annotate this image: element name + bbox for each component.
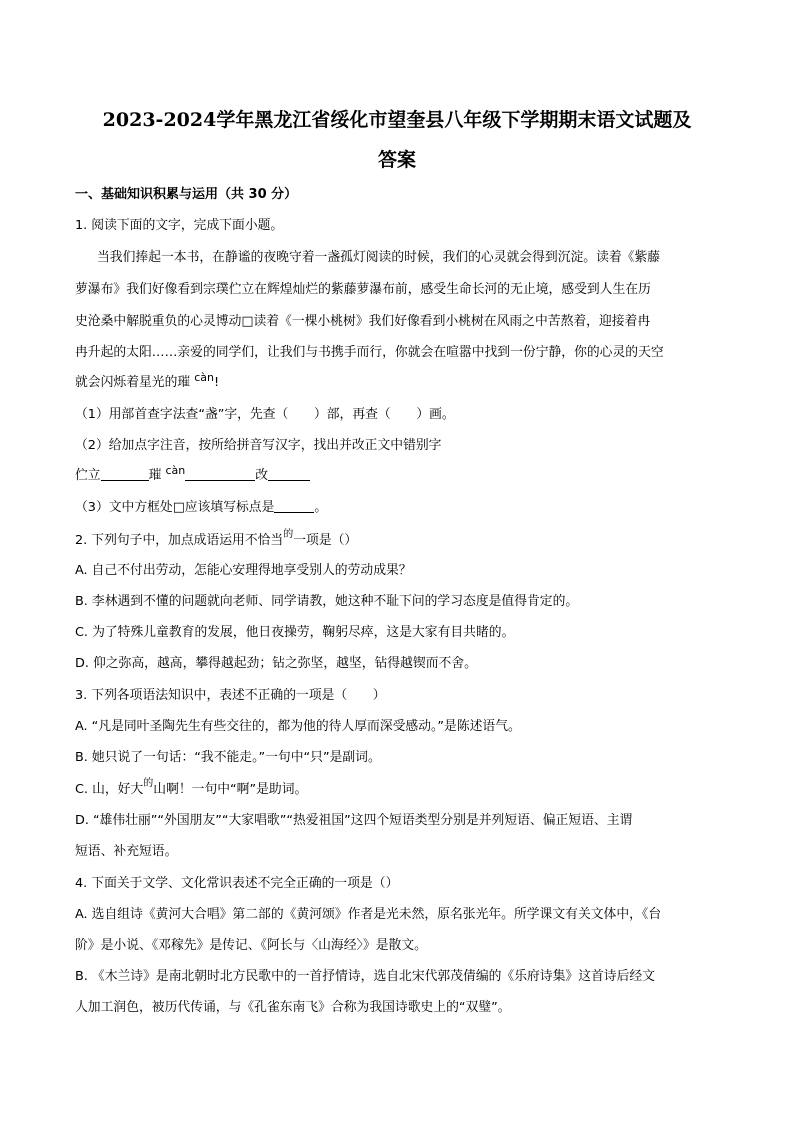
answer-blank-3[interactable]: [268, 466, 310, 481]
q3-option-c-text: C. 山，好大: [75, 782, 144, 797]
answer-blank-1[interactable]: [101, 466, 149, 481]
q1-passage-line-1: 当我们捧起一本书，在静谧的夜晚守着一盏孤灯阅读的时候，我们的心灵就会得到沉淀。读着《紫藤: [97, 250, 661, 265]
title-line-1: 2023-2024学年黑龙江省绥化市望奎县八年级下学期期末语文试题及: [102, 109, 692, 131]
q1-sub3-end: 。: [314, 500, 328, 515]
q1-passage-line-4: 冉升起的太阳……亲爱的同学们，让我们与书携手而行，你就会在喧嚣中找到一份宁静，你的心灵的天空: [75, 345, 664, 360]
q1-sub2: （2）给加点字注音，按所给拼音写汉字，找出并改正文中错别字: [75, 438, 442, 453]
q3-option-d-line-1: D. “雄伟壮丽”“外国朋友”“大家唱歌”“热爱祖国”这四个短语类型分别是并列短语、偏正短语、主谓: [75, 813, 633, 828]
q2-stem: [75, 531, 357, 552]
q4-option-b-line-1: B. 《木兰诗》是南北朝时北方民歌中的一首抒情诗，选自北宋代郭茂倩编的《乐府诗集》这首诗后经文: [75, 969, 655, 984]
title-line-2: 答案: [377, 149, 416, 171]
q2-option-d: D. 仰之弥高，越高，攀得越起劲；钻之弥坚，越坚，钻得越锲而不舍。: [75, 656, 477, 671]
q1-sub3-text: （3）文中方框处□应该填写标点是: [75, 500, 275, 515]
section-heading: 一、基础知识积累与运用（共 30 分）: [75, 187, 298, 202]
answer-blank-4[interactable]: [274, 498, 314, 513]
document-title: [70, 100, 724, 180]
answer-blank-2[interactable]: [185, 466, 255, 481]
q1-stem: 1. 阅读下面的文字，完成下面小题。: [75, 218, 284, 233]
q1-sub3: [75, 498, 327, 518]
q3-option-d-line-2: 短语、补充短语。: [75, 844, 178, 859]
q1-passage-line-5-end: !: [214, 375, 220, 390]
q1-sub2-pinyin: càn: [165, 464, 186, 477]
q1-passage-line-5-text: 就会闪烁着星光的璀: [75, 375, 195, 390]
q2-stem-end: 一项是（）: [293, 533, 358, 548]
q3-option-c-end: 山啊！一句中“啊”是助词。: [153, 782, 308, 797]
q4-option-a-line-1: A. 选自组诗《黄河大合唱》第二部的《黄河颂》作者是光未然，原名张光年。所学课文有关文体中，《台: [75, 907, 662, 922]
q2-option-c: C. 为了特殊儿童教育的发展，他日夜操劳，鞠躬尽瘁，这是大家有目共睹的。: [75, 625, 515, 640]
q3-option-c-de: 的: [143, 778, 154, 789]
q1-passage-pinyin: càn: [194, 371, 215, 384]
q1-passage-line-5: [75, 373, 219, 393]
q1-passage-line-2: 萝瀑布》我们好像看到宗璞伫立在辉煌灿烂的紫藤萝瀑布前，感受生命长河的无止境，感受到人生在历: [75, 282, 651, 297]
q1-sub2-item-2: 璀: [148, 468, 166, 483]
q3-option-a: A. “凡是同叶圣陶先生有些交往的，都为他的待人厚而深受感动。”是陈述语气。: [75, 719, 521, 734]
q2-stem-de: 的: [283, 529, 294, 540]
q1-passage-line-3: 史沧桑中解脱重负的心灵博动□读着《一棵小桃树》我们好像看到小桃树在风雨之中苦熬着，迎接着冉: [75, 314, 651, 329]
q4-option-b-line-2: 人加工润色，被历代传诵，与《孔雀东南飞》合称为我国诗歌史上的“双璧”。: [75, 1000, 511, 1015]
q1-sub2-item-1: 伫立: [75, 468, 101, 483]
q3-stem: 3. 下列各项语法知识中，表述不正确的一项是（ ）: [75, 688, 386, 703]
q3-option-c: [75, 780, 307, 801]
q1-sub2-answers: [75, 466, 310, 486]
q4-option-a-line-2: 阶》是小说、《邓稼先》是传记、《阿长与〈山海经〉》是散文。: [75, 938, 427, 953]
q2-option-b: B. 李林遇到不懂的问题就向老师、同学请教，她这种不耻下问的学习态度是值得肯定的。: [75, 594, 579, 609]
q1-sub1: （1）用部首查字法查“盏”字，先查（ ）部，再查（ ）画。: [75, 407, 455, 422]
q2-option-a: A. 自己不付出劳动，怎能心安理得地享受别人的劳动成果？: [75, 563, 412, 578]
q3-option-b: B. 她只说了一句话：“我不能走。”一句中“只”是副词。: [75, 750, 381, 765]
q1-sub2-item-3: 改: [255, 468, 269, 483]
q4-stem: 4. 下面关于文学、文化常识表述不完全正确的一项是（）: [75, 876, 399, 891]
q2-stem-text: 2. 下列句子中，加点成语运用不恰当: [75, 533, 284, 548]
